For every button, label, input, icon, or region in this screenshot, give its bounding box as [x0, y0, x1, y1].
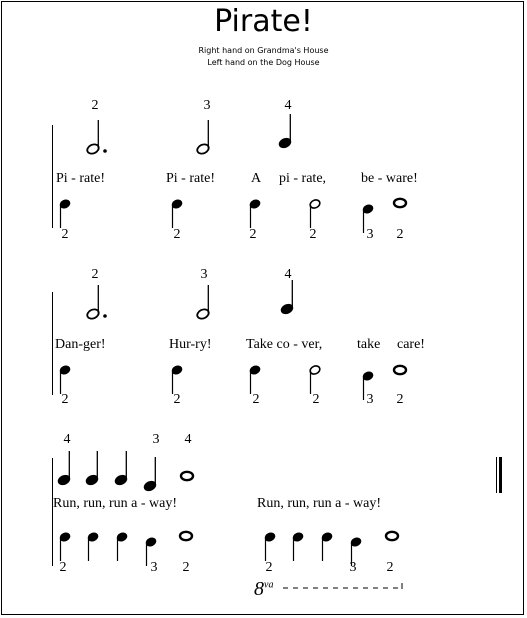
lyric-word: take — [357, 337, 381, 352]
lyric-word: Pi - rate! — [56, 171, 105, 186]
lh-finger-number: 2 — [386, 560, 394, 575]
quarter-note — [171, 364, 183, 394]
lh-finger-number: 2 — [173, 227, 181, 242]
quarter-note — [116, 531, 128, 561]
lyric-word: A — [251, 171, 262, 186]
quarter-note — [59, 364, 71, 394]
quarter-note — [145, 536, 157, 566]
rh-finger-number: 4 — [63, 432, 71, 447]
lyric-phrase: Run, run, run a - way! — [53, 496, 178, 511]
lh-finger-number: 2 — [59, 560, 67, 575]
instruction-right-hand: Right hand on Grandma's House — [198, 46, 329, 55]
lh-finger-number: 2 — [252, 392, 260, 407]
lyric-phrase: Run, run, run a - way! — [257, 496, 382, 511]
ottava-marking: $8^{va}$ — [254, 578, 274, 600]
whole-note — [386, 532, 398, 540]
lh-finger-number: 2 — [249, 227, 257, 242]
quarter-note — [362, 203, 374, 233]
half-note — [196, 285, 211, 320]
dotted-half-note — [86, 120, 107, 155]
quarter-note — [321, 531, 333, 561]
half-note — [309, 364, 321, 394]
rh-finger-number: 2 — [91, 267, 99, 282]
lh-finger-number: 3 — [150, 560, 158, 575]
lyric-word: be - ware! — [361, 171, 418, 186]
lh-finger-number: 2 — [396, 392, 404, 407]
quarter-note — [362, 370, 374, 400]
instruction-left-hand: Left hand on the Dog House — [207, 58, 320, 67]
quarter-note — [292, 531, 304, 561]
quarter-note — [87, 531, 99, 561]
lyric-word: Take co - ver, — [246, 337, 323, 352]
song-title: Pirate! — [214, 4, 313, 39]
half-note — [196, 120, 211, 155]
lh-finger-number: 3 — [349, 560, 357, 575]
rh-finger-number: 4 — [184, 432, 192, 447]
lh-finger-number: 2 — [182, 560, 190, 575]
lh-finger-number: 2 — [61, 392, 69, 407]
whole-note — [394, 199, 406, 207]
rh-finger-number: 2 — [91, 98, 99, 113]
quarter-note — [249, 198, 261, 228]
quarter-note — [350, 536, 362, 566]
quarter-note — [249, 364, 261, 394]
dotted-half-note — [86, 285, 107, 320]
lh-finger-number: 2 — [173, 392, 181, 407]
quarter-note — [57, 451, 72, 486]
lh-finger-number: 3 — [366, 392, 374, 407]
rh-finger-number: 3 — [200, 267, 208, 282]
quarter-note — [143, 457, 158, 492]
rh-finger-number: 4 — [284, 98, 292, 113]
lh-finger-number: 2 — [312, 392, 320, 407]
lyric-word: Pi - rate! — [166, 171, 215, 186]
lh-finger-number: 2 — [309, 227, 317, 242]
half-note — [309, 198, 321, 228]
rh-finger-number: 3 — [152, 432, 160, 447]
lyric-word: Dan-ger! — [55, 337, 106, 352]
quarter-note — [85, 451, 100, 486]
quarter-note — [278, 114, 293, 149]
quarter-note — [171, 198, 183, 228]
quarter-note — [264, 531, 276, 561]
whole-note — [180, 532, 192, 540]
quarter-note — [59, 531, 71, 561]
lyric-word: pi - rate, — [279, 171, 327, 186]
lyric-word: Hur-ry! — [169, 337, 212, 352]
whole-note — [394, 366, 406, 374]
lyric-word: care! — [397, 337, 425, 352]
rh-finger-number: 4 — [284, 267, 292, 282]
whole-note — [181, 472, 193, 480]
lh-finger-number: 2 — [396, 227, 404, 242]
quarter-note — [59, 198, 71, 228]
lh-finger-number: 3 — [366, 227, 374, 242]
lh-finger-number: 2 — [265, 560, 273, 575]
quarter-note — [114, 451, 129, 486]
rh-finger-number: 3 — [203, 98, 211, 113]
lh-finger-number: 2 — [61, 227, 69, 242]
quarter-note — [280, 280, 295, 315]
